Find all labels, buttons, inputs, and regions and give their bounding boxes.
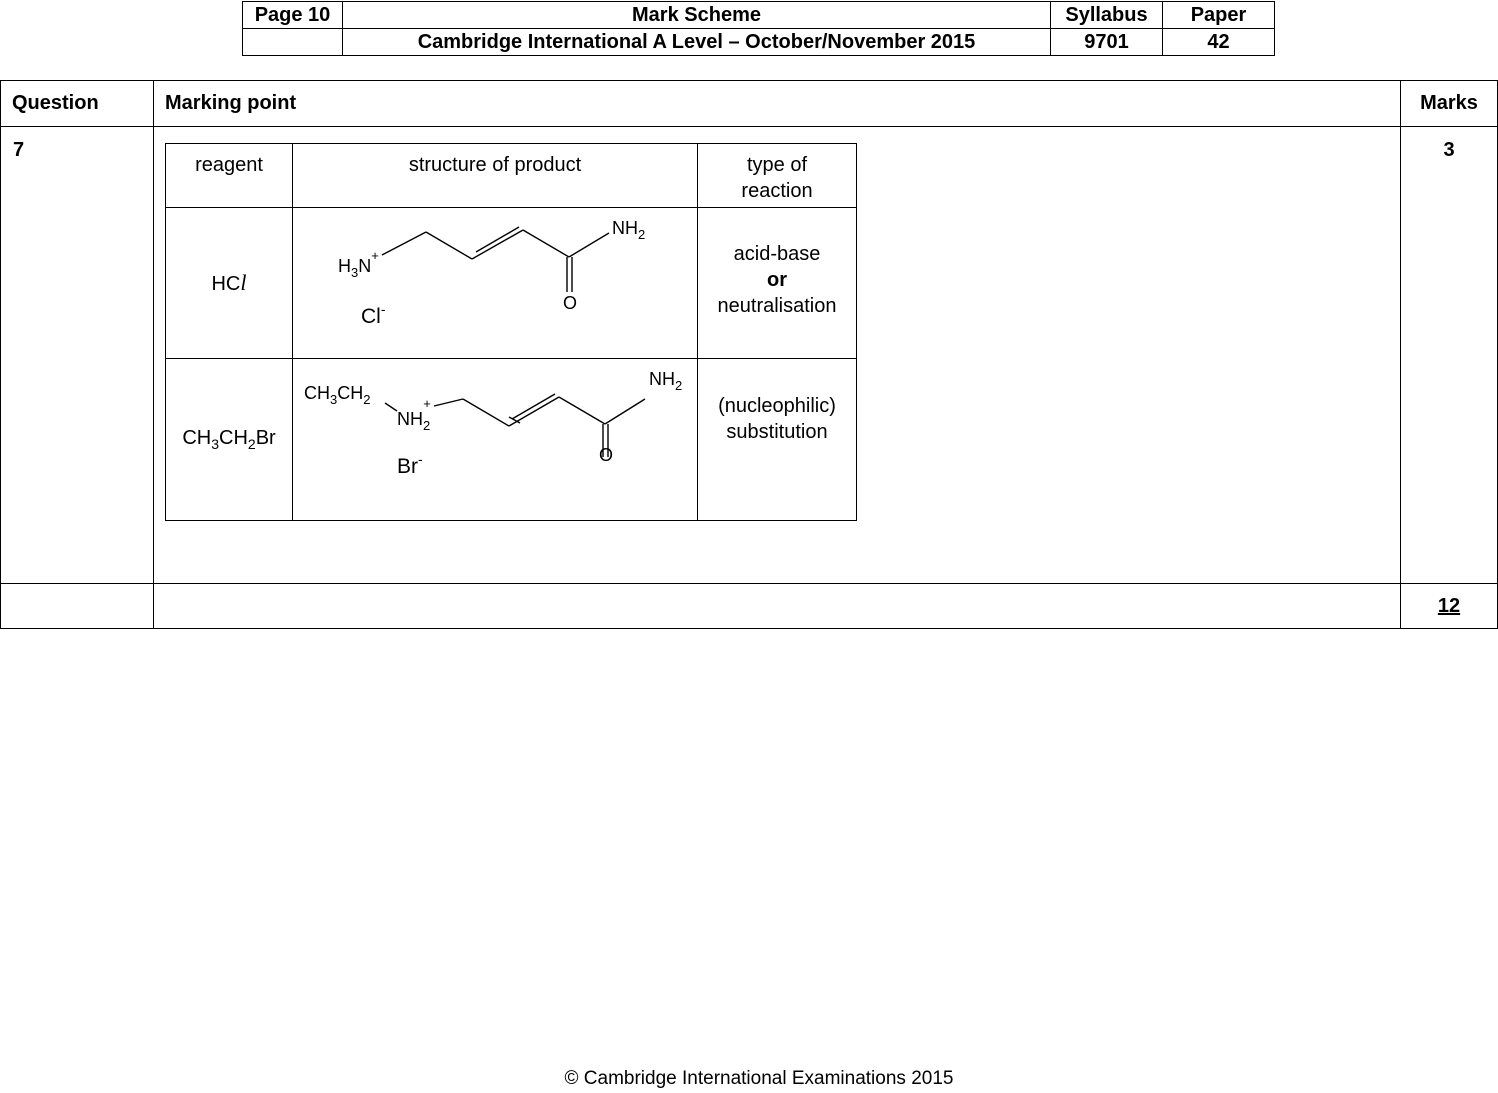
- paper-label: Paper: [1163, 2, 1275, 29]
- carbonyl-o-label: O: [563, 293, 578, 313]
- reagent-hcl: [166, 208, 293, 359]
- structure-cell-1: [293, 208, 698, 359]
- col-marking-point-header: Marking point: [154, 81, 1401, 127]
- reaction-neutralisation: neutralisation: [717, 295, 837, 317]
- chloride-label: Cl-: [361, 301, 386, 328]
- page-number: Page 10: [243, 2, 343, 29]
- blank-cell: [243, 29, 343, 56]
- secondary-ammonium-amide-structure: [293, 359, 697, 520]
- structure-header: structure of product: [293, 144, 698, 208]
- reaction-type-1: [698, 208, 857, 359]
- reagent-table: [165, 143, 857, 521]
- col-marks-header: Marks: [1401, 81, 1498, 127]
- question-number: 7: [13, 139, 25, 161]
- h3n-label: $H_3N^+$: [338, 248, 379, 280]
- total-blank-2: [154, 584, 1401, 629]
- total-marks: 12: [1437, 595, 1461, 617]
- bromide-label: Br-: [397, 451, 423, 478]
- nh2-plus-label: $NH_2+$: [397, 396, 431, 433]
- reagent-hcl-main: HC: [211, 273, 241, 295]
- reaction-type-2: [698, 359, 857, 521]
- carbonyl-o-label-2: O: [599, 445, 614, 465]
- total-blank-1: [1, 584, 154, 629]
- reaction-acid-base: acid-base: [733, 243, 821, 265]
- copyright-footer: © Cambridge International Examinations 2015: [564, 1068, 954, 1089]
- marks-value: 3: [1443, 139, 1455, 161]
- paper-number: 42: [1163, 29, 1275, 56]
- reagent-hcl-italic: l: [240, 270, 247, 295]
- nh2-label-2: $NH_2$: [649, 369, 683, 393]
- question-cell: [1, 127, 154, 584]
- total-cell: [1401, 584, 1498, 629]
- doc-title: Mark Scheme: [343, 2, 1051, 29]
- type-header: [698, 144, 857, 208]
- reaction-substitution: substitution: [726, 421, 828, 443]
- ammonium-amide-structure: [293, 208, 697, 358]
- type-header-text: type of reaction: [741, 154, 813, 202]
- nh2-label: $NH_2$: [612, 218, 646, 242]
- exam-title: Cambridge International A Level – October/November 2015: [343, 29, 1051, 56]
- syllabus-code: 9701: [1051, 29, 1163, 56]
- header-table: [242, 1, 1275, 56]
- reagent-ethyl-bromide: $CH_3CH_2Br$: [166, 359, 293, 521]
- reagent-header: reagent: [166, 144, 293, 208]
- reaction-nucleophilic: (nucleophilic): [718, 395, 836, 417]
- col-question-header: Question: [1, 81, 154, 127]
- reaction-or: or: [767, 269, 787, 291]
- ethyl-label: $CH_3CH_2$: [304, 383, 371, 407]
- structure-cell-2: [293, 359, 698, 521]
- syllabus-label: Syllabus: [1051, 2, 1163, 29]
- marks-cell: [1401, 127, 1498, 584]
